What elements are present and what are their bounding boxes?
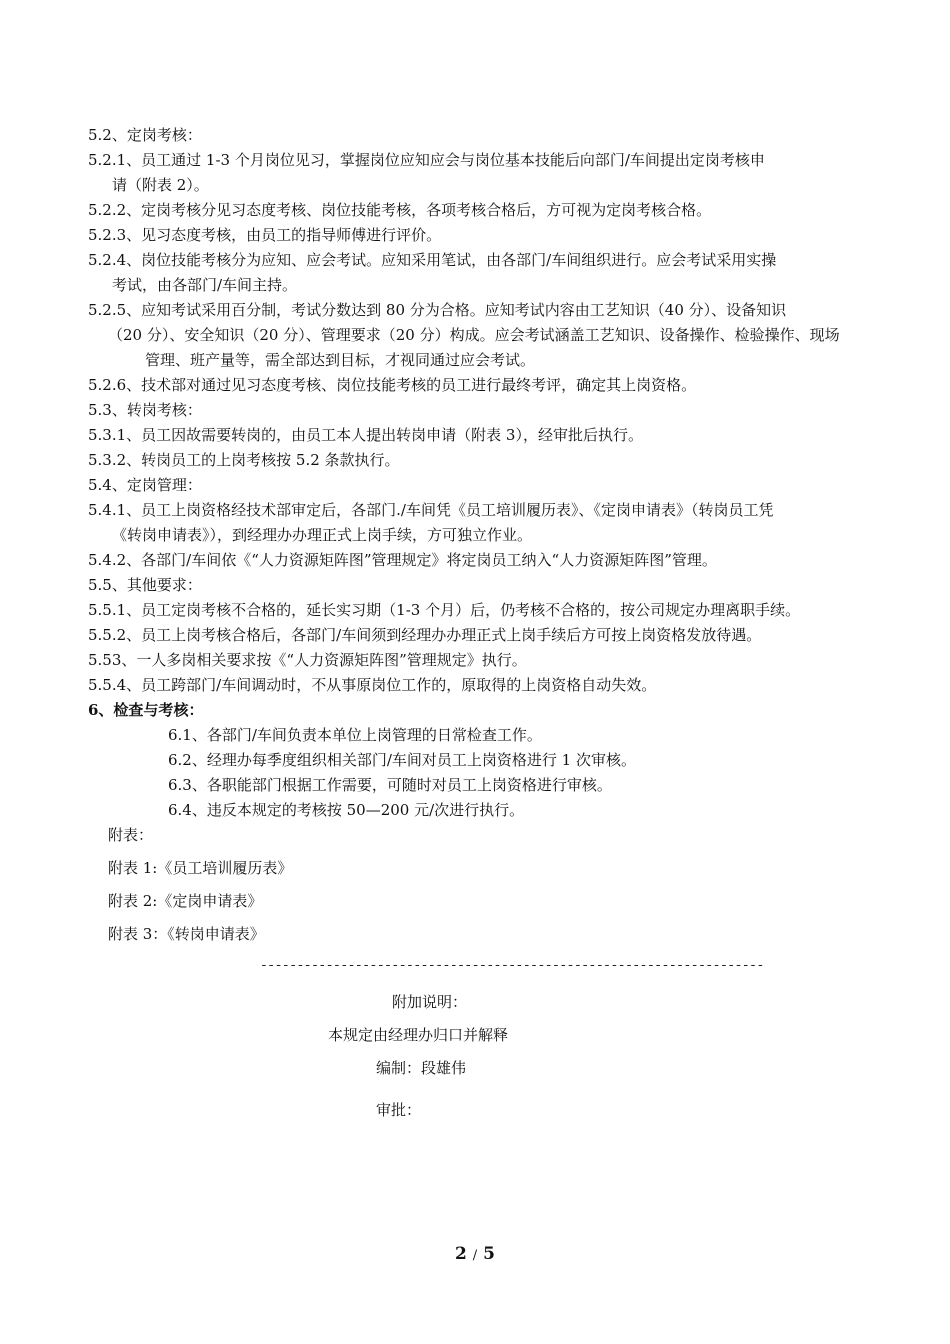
- paragraph-6-3: 6.3、各职能部门根据工作需要，可随时对员工上岗资格进行审核。: [168, 776, 612, 794]
- page-number-current: 2: [455, 1244, 467, 1264]
- paragraph-5-2-5: 5.2.5、应知考试采用百分制，考试分数达到 80 分为合格。应知考试内容由工艺知识（40 分）、设备知识: [88, 301, 787, 319]
- page-number-separator: /: [472, 1248, 478, 1263]
- paragraph-5-2-2: 5.2.2、定岗考核分见习态度考核、岗位技能考核，各项考核合格后，方可视为定岗考核合格。: [88, 201, 712, 219]
- section-heading-5-5: 5.5、其他要求：: [88, 576, 202, 594]
- paragraph-5-2-1: 5.2.1、员工通过 1-3 个月岗位见习，掌握岗位应知应会与岗位基本技能后向部门/车间提出定岗考核申: [88, 151, 765, 169]
- paragraph-5-4-1-cont: 《转岗申请表》），到经理办办理正式上岗手续，方可独立作业。: [112, 526, 533, 544]
- paragraph-5-3-1: 5.3.1、员工因故需要转岗的，由员工本人提出转岗申请（附表 3），经审批后执行。: [88, 426, 643, 444]
- paragraph-5-5-4: 5.5.4、员工跨部门/车间调动时，不从事原岗位工作的，原取得的上岗资格自动失效。: [88, 676, 657, 694]
- footer-note-body: 本规定由经理办归口并解释: [328, 1026, 509, 1044]
- appendix-item-3: 附表 3：《转岗申请表》: [108, 925, 265, 943]
- paragraph-5-2-4: 5.2.4、岗位技能考核分为应知、应会考试。应知采用笔试，由各部门/车间组织进行。应会考试采用实操: [88, 251, 777, 269]
- footer-approver: 审批：: [376, 1101, 422, 1119]
- paragraph-5-2-1-cont: 请（附表 2）。: [112, 176, 209, 194]
- section-heading-5-3: 5.3、转岗考核：: [88, 401, 202, 419]
- paragraph-5-2-5-cont-2: 管理、班产量等，需全部达到目标，才视同通过应会考试。: [145, 351, 536, 369]
- page-number-total: 5: [483, 1244, 495, 1264]
- paragraph-5-5-3: 5.53、一人多岗相关要求按《“人力资源矩阵图”管理规定》执行。: [88, 651, 527, 669]
- paragraph-6-4: 6.4、违反本规定的考核按 50—200 元/次进行执行。: [168, 801, 525, 819]
- paragraph-5-4-2: 5.4.2、各部门/车间依《“人力资源矩阵图”管理规定》将定岗员工纳入“人力资源矩阵图”管理。: [88, 551, 717, 569]
- paragraph-5-4-1: 5.4.1、员工上岗资格经技术部审定后，各部门./车间凭《员工培训履历表》、《定岗申请表》（转岗员工凭: [88, 501, 774, 519]
- dashed-divider: ---------------------------------------------------------------------: [260, 958, 764, 973]
- paragraph-5-5-2: 5.5.2、员工上岗考核合格后，各部门/车间须到经理办办理正式上岗手续后方可按上岗资格发放待遇。: [88, 626, 762, 644]
- page-number: [0, 1244, 950, 1264]
- section-heading-5-2: 5.2、定岗考核：: [88, 126, 202, 144]
- paragraph-5-2-4-cont: 考试，由各部门/车间主持。: [112, 276, 298, 294]
- paragraph-5-5-1: 5.5.1、员工定岗考核不合格的，延长实习期（1-3 个月）后，仍考核不合格的，按公司规定办理离职手续。: [88, 601, 801, 619]
- paragraph-5-3-2: 5.3.2、转岗员工的上岗考核按 5.2 条款执行。: [88, 451, 400, 469]
- section-heading-6: 6、检查与考核：: [88, 701, 204, 719]
- appendix-heading: 附表：: [108, 826, 154, 844]
- footer-note-title: 附加说明：: [392, 993, 468, 1011]
- appendix-item-2: 附表 2:《定岗申请表》: [108, 892, 263, 910]
- appendix-item-1: 附表 1:《员工培训履历表》: [108, 859, 293, 877]
- paragraph-6-1: 6.1、各部门/车间负责本单位上岗管理的日常检查工作。: [168, 726, 542, 744]
- footer-editor: 编制：段雄伟: [376, 1059, 467, 1077]
- paragraph-5-2-3: 5.2.3、见习态度考核，由员工的指导师傅进行评价。: [88, 226, 442, 244]
- paragraph-5-2-5-cont-1: （20 分）、安全知识（20 分）、管理要求（20 分）构成。应会考试涵盖工艺知识、设备操作、检验操作、现场: [108, 326, 840, 344]
- paragraph-6-2: 6.2、经理办每季度组织相关部门/车间对员工上岗资格进行 1 次审核。: [168, 751, 636, 769]
- section-heading-5-4: 5.4、定岗管理：: [88, 476, 202, 494]
- paragraph-5-2-6: 5.2.6、技术部对通过见习态度考核、岗位技能考核的员工进行最终考评，确定其上岗资格。: [88, 376, 697, 394]
